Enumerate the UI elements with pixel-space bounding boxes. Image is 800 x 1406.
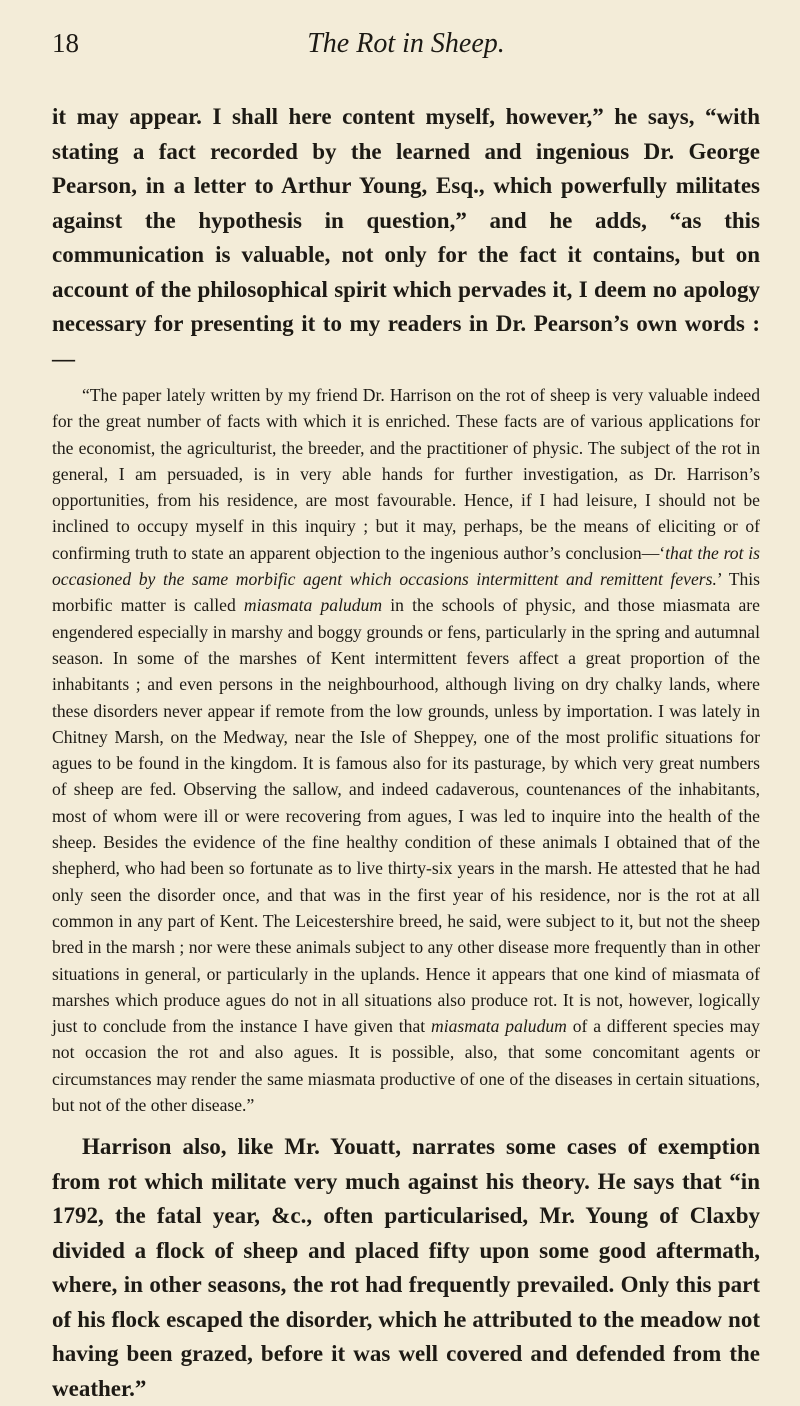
quote-italic-term: miasmata paludum (243, 595, 383, 616)
quote-text: ’ This morbific matter is called (52, 569, 760, 616)
paragraph-harrison: Harrison also, like Mr. Youatt, narrates some cases of exemption from rot which militate very much against his theory. He says that “in 1792, the fatal year, &c., often particularised, Mr. Young of Claxby divided a flock of sheep and placed fifty upon some good aftermath, where, in other seasons, the rot had frequently prevailed. Only this part of his flock escaped the disorder, which he attributed to the meadow not having been grazed, before it was well covered and defended from the weather.” (52, 1134, 760, 1401)
quote-italic-term: miasmata paludum (431, 1016, 567, 1037)
running-head: The Rot in Sheep. (307, 28, 505, 59)
page-number: 18 (52, 28, 79, 58)
quote-text: “The paper lately written by my friend Dr. Harrison on the rot of sheep is very valuable indeed for the great number of facts with which it is enriched. These facts are of various applications for the economist, the agriculturist, the breeder, and the practitioner of physic. The subject of the rot in general, I am persuaded, is in very able hands for further investigation, as Dr. Harrison’s opportunities, from his residence, are most favourable. Hence, if I had leisure, I should not be inclined to occupy myself in this inquiry ; but it may, perhaps, be the means of eliciting or of confirming truth to state an apparent objection to the ingenious author’s conclusion—‘ (52, 385, 760, 563)
quote-italic-conclusion: that the rot is occasioned by the same morbific agent which occasions intermittent and remittent fevers. (52, 542, 760, 590)
page-header (52, 28, 760, 72)
block-quote-pearson (52, 382, 760, 1118)
paragraph-intro: it may appear. I shall here content myself, however,” he says, “with stating a fact recorded by the learned and ingenious Dr. George Pearson, in a letter to Arthur Young, Esq., which powerfully militates against the hypothesis in question,” and he adds, “as this communication is valuable, not only for the fact it contains, but on account of the philosophical spirit which pervades it, I deem no apology necessary for presenting it to my readers in Dr. Pearson’s own words :— (52, 104, 760, 371)
quote-text: in the schools of physic, and those miasmata are engendered especially in marshy and boggy grounds or fens, particularly in the spring and autumnal season. In some of the marshes of Kent intermittent fevers affect a great proportion of the inhabitants ; and even persons in the neighbourhood, although living on dry chalky lands, where these disorders never appear if remote from the low grounds, unless by importation. I was lately in Chitney Marsh, on the Medway, near the Isle of Sheppey, one of the most prolific situations for agues to be found in the kingdom. It is famous also for its pasturage, by which very great numbers of sheep are fed. Observing the sallow, and indeed cadaverous, countenances of the inhabitants, most of whom were ill or were recovering from agues, I was led to inquire into the health of the sheep. Besides the evidence of the fine healthy condition of these animals I obtained that of the shepherd, who had been so fortunate as to live thirty-six years in the marsh. He attested that he had only seen the disorder once, and that was in the first year of his residence, nor is the rot at all common in any part of Kent. The Leicestershire breed, he said, were subject to it, but not the sheep bred in the marsh ; nor were these animals subject to any other disease more frequently than in other situations in general, or particularly in the uplands. Hence it appears that one kind of miasmata of marshes which produce agues do not in all situations also produce rot. It is not, however, logically just to conclude from the instance I have given that (52, 595, 760, 1037)
quote-text: of a different species may not occasion the rot and also agues. It is possible, also, that some concomitant agents or circumstances may render the same miasmata productive of one of the diseases in certain situations, but not of the other disease.” (52, 1016, 760, 1116)
